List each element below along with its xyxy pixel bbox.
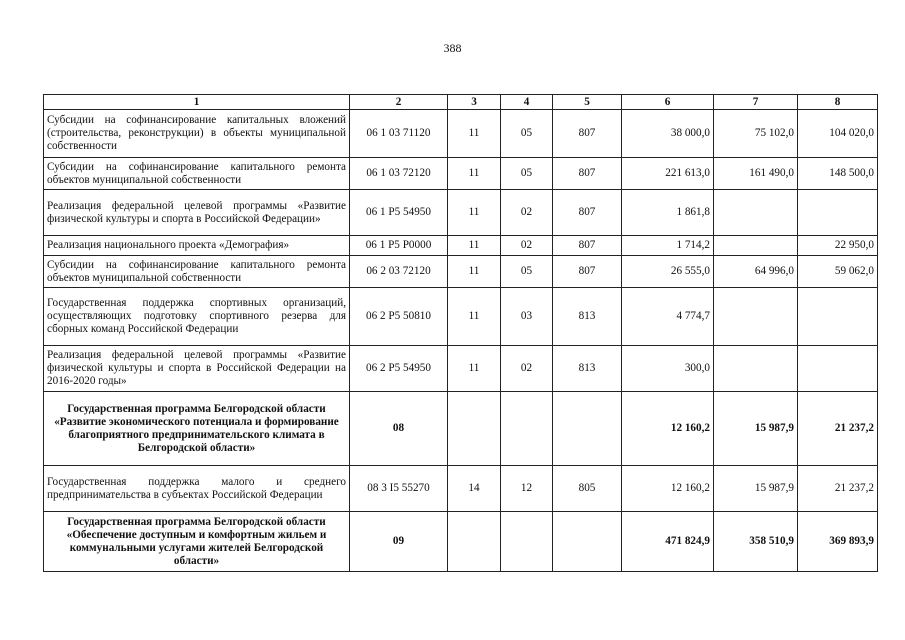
- row-subsection: 12: [501, 466, 553, 512]
- row-name: Субсидии на софинансирование капитальных вложений (строительства, реконструкции) в объекты муниципальной собственности: [44, 110, 350, 158]
- row-subsection: 05: [501, 158, 553, 190]
- table-row: [44, 110, 878, 158]
- row-amount-year2: 161 490,0: [714, 158, 798, 190]
- col-header-1: 1: [44, 95, 350, 110]
- col-header-5: 5: [553, 95, 622, 110]
- row-name: Государственная поддержка спортивных организаций, осуществляющих подготовку спортивного резерва для сборных команд Российской Федерации: [44, 288, 350, 346]
- row-name: Субсидии на софинансирование капитального ремонта объектов муниципальной собственности: [44, 158, 350, 190]
- program-code: 08: [350, 392, 448, 466]
- row-subsection: 03: [501, 288, 553, 346]
- row-code: 06 2 P5 54950: [350, 346, 448, 392]
- budget-table: [43, 94, 878, 572]
- table-row: [44, 346, 878, 392]
- row-amount-year3: [798, 190, 878, 236]
- row-amount-year2: [714, 236, 798, 256]
- row-section: 11: [448, 256, 501, 288]
- header-row: [44, 95, 878, 110]
- row-subsection: [501, 512, 553, 572]
- program-name: Государственная программа Белгородской области «Обеспечение доступным и комфортным жильем и коммунальными услугами жителей Белгородской области»: [44, 512, 350, 572]
- row-subsection: 02: [501, 346, 553, 392]
- row-expense-type: 813: [553, 288, 622, 346]
- row-amount-year1: 300,0: [622, 346, 714, 392]
- row-code: 06 2 03 72120: [350, 256, 448, 288]
- row-amount-year1: 12 160,2: [622, 466, 714, 512]
- row-amount-year1: 38 000,0: [622, 110, 714, 158]
- row-amount-year3: 22 950,0: [798, 236, 878, 256]
- row-amount-year1: 221 613,0: [622, 158, 714, 190]
- col-header-4: 4: [501, 95, 553, 110]
- col-header-2: 2: [350, 95, 448, 110]
- row-amount-year3: 21 237,2: [798, 392, 878, 466]
- row-code: 08 3 I5 55270: [350, 466, 448, 512]
- row-amount-year3: [798, 288, 878, 346]
- row-expense-type: 813: [553, 346, 622, 392]
- row-amount-year3: 148 500,0: [798, 158, 878, 190]
- page-number: 388: [443, 41, 462, 55]
- row-section: 11: [448, 190, 501, 236]
- row-amount-year2: 64 996,0: [714, 256, 798, 288]
- row-amount-year2: [714, 346, 798, 392]
- row-amount-year3: [798, 346, 878, 392]
- row-expense-type: [553, 392, 622, 466]
- row-amount-year2: 75 102,0: [714, 110, 798, 158]
- row-amount-year3: 104 020,0: [798, 110, 878, 158]
- row-section: 11: [448, 110, 501, 158]
- row-amount-year1: 12 160,2: [622, 392, 714, 466]
- row-section: 11: [448, 288, 501, 346]
- row-code: 06 1 03 72120: [350, 158, 448, 190]
- row-section: 11: [448, 346, 501, 392]
- table-row: [44, 466, 878, 512]
- program-row: [44, 392, 878, 466]
- col-header-6: 6: [622, 95, 714, 110]
- row-name: Реализация федеральной целевой программы «Развитие физической культуры и спорта в Российской Федерации на 2016-2020 годы»: [44, 346, 350, 392]
- row-name: Субсидии на софинансирование капитального ремонта объектов муниципальной собственности: [44, 256, 350, 288]
- row-amount-year1: 1 861,8: [622, 190, 714, 236]
- row-name: Государственная поддержка малого и среднего предпринимательства в субъектах Российской Федерации: [44, 466, 350, 512]
- row-amount-year2: [714, 190, 798, 236]
- row-name: Реализация федеральной целевой программы «Развитие физической культуры и спорта в Российской Федерации»: [44, 190, 350, 236]
- col-header-7: 7: [714, 95, 798, 110]
- row-amount-year2: 15 987,9: [714, 392, 798, 466]
- row-subsection: 02: [501, 236, 553, 256]
- row-expense-type: 807: [553, 190, 622, 236]
- row-amount-year1: 1 714,2: [622, 236, 714, 256]
- row-amount-year3: 21 237,2: [798, 466, 878, 512]
- table-row: [44, 158, 878, 190]
- row-amount-year1: 4 774,7: [622, 288, 714, 346]
- row-code: 06 1 P5 P0000: [350, 236, 448, 256]
- row-expense-type: [553, 512, 622, 572]
- table-row: [44, 190, 878, 236]
- row-subsection: [501, 392, 553, 466]
- row-section: 11: [448, 236, 501, 256]
- row-expense-type: 805: [553, 466, 622, 512]
- table-row: [44, 256, 878, 288]
- program-code: 09: [350, 512, 448, 572]
- row-expense-type: 807: [553, 110, 622, 158]
- row-amount-year1: 471 824,9: [622, 512, 714, 572]
- table-row: [44, 288, 878, 346]
- row-amount-year2: 358 510,9: [714, 512, 798, 572]
- row-code: 06 2 P5 50810: [350, 288, 448, 346]
- col-header-8: 8: [798, 95, 878, 110]
- row-amount-year1: 26 555,0: [622, 256, 714, 288]
- row-expense-type: 807: [553, 256, 622, 288]
- row-name: Реализация национального проекта «Демография»: [44, 236, 350, 256]
- row-amount-year2: [714, 288, 798, 346]
- row-subsection: 05: [501, 256, 553, 288]
- row-expense-type: 807: [553, 158, 622, 190]
- row-subsection: 02: [501, 190, 553, 236]
- row-section: [448, 512, 501, 572]
- row-section: [448, 392, 501, 466]
- row-expense-type: 807: [553, 236, 622, 256]
- row-section: 11: [448, 158, 501, 190]
- row-amount-year2: 15 987,9: [714, 466, 798, 512]
- table-row: [44, 236, 878, 256]
- program-row: [44, 512, 878, 572]
- row-code: 06 1 03 71120: [350, 110, 448, 158]
- row-amount-year3: 369 893,9: [798, 512, 878, 572]
- program-name: Государственная программа Белгородской области «Развитие экономического потенциала и формирование благоприятного предпринимательского климата в Белгородской области»: [44, 392, 350, 466]
- row-subsection: 05: [501, 110, 553, 158]
- row-amount-year3: 59 062,0: [798, 256, 878, 288]
- row-code: 06 1 P5 54950: [350, 190, 448, 236]
- col-header-3: 3: [448, 95, 501, 110]
- row-section: 14: [448, 466, 501, 512]
